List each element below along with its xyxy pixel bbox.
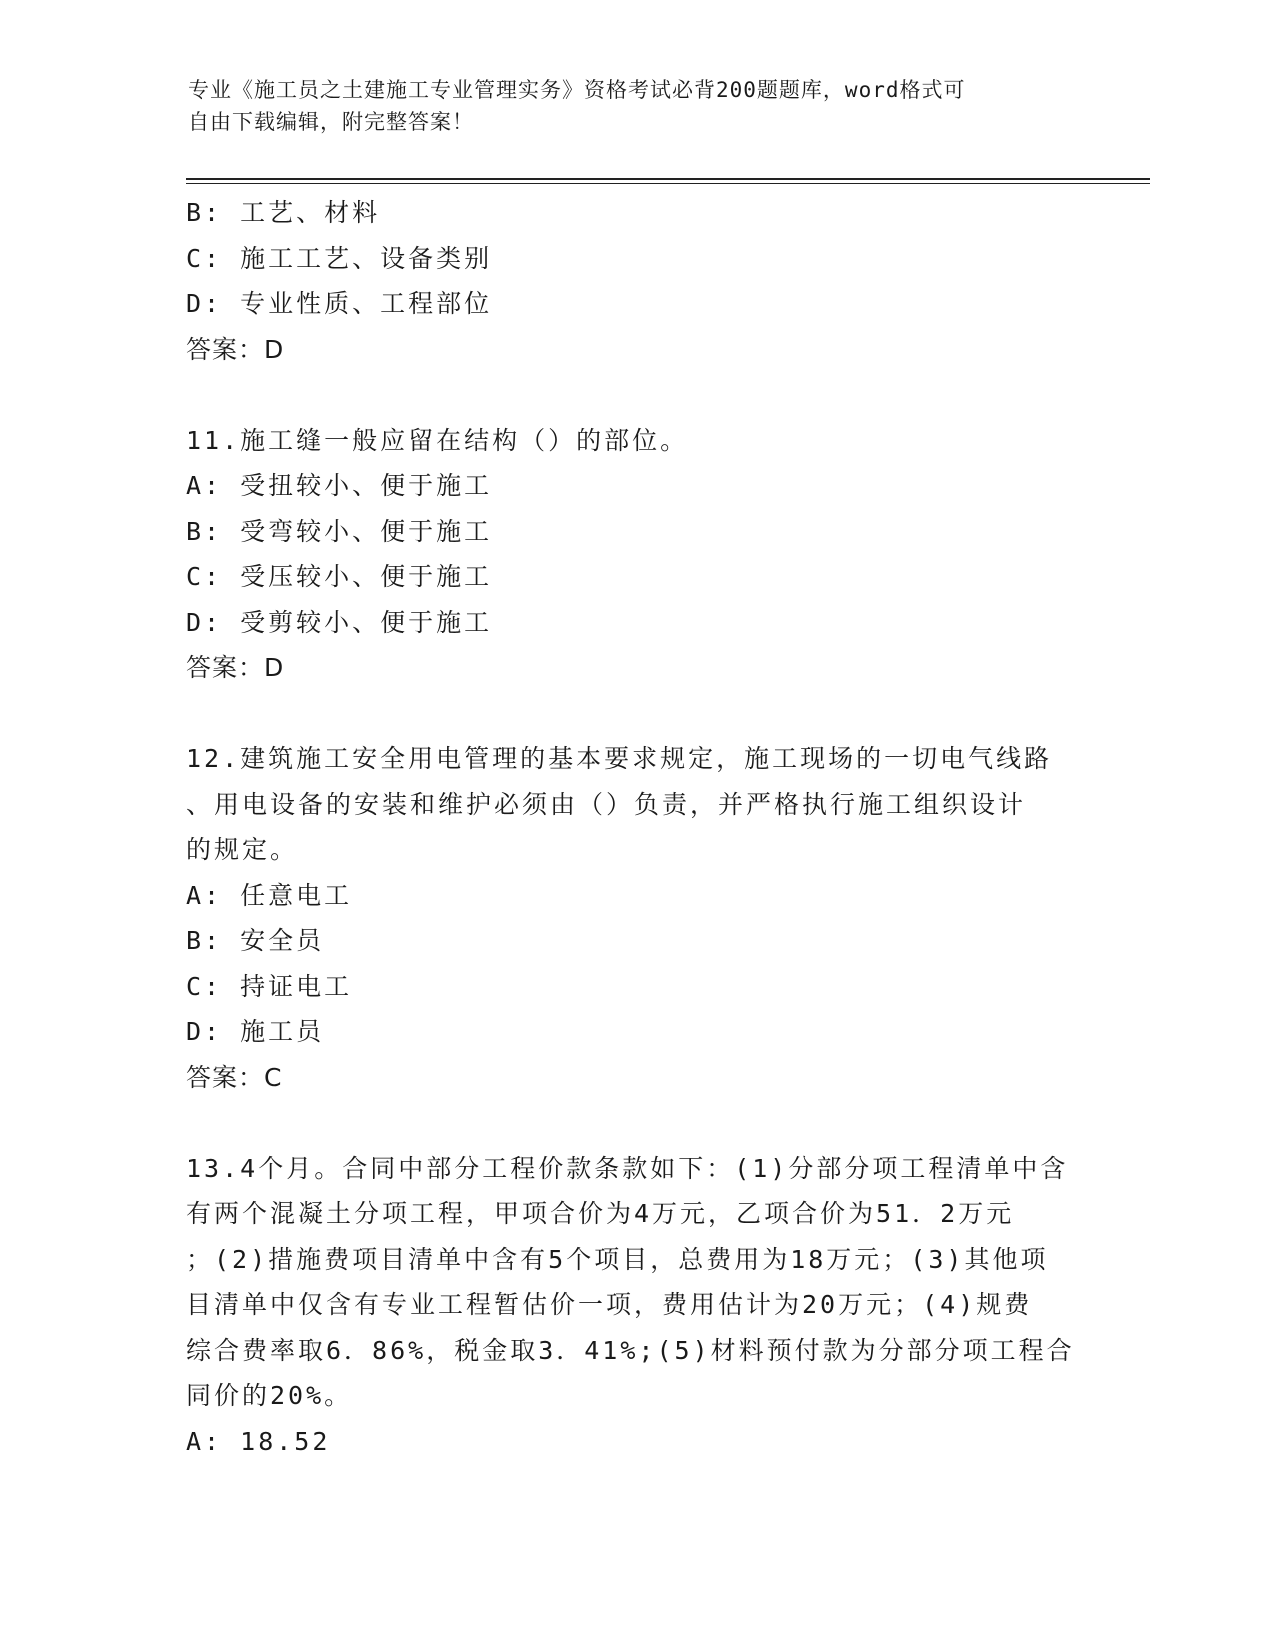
header-rule-thin: [186, 183, 1150, 184]
q13-question-line-4: 目清单中仅含有专业工程暂估价一项，费用估计为20万元；(4)规费: [186, 1290, 1033, 1319]
q13-question-line-5: 综合费率取6．86%，税金取3．41%;(5)材料预付款为分部分项工程合: [186, 1335, 1075, 1365]
q12-question-line-2: 、用电设备的安装和维护必须由（）负责，并严格执行施工组织设计: [186, 789, 1027, 819]
spacer: [186, 372, 1086, 418]
q13-question-line-2: 有两个混凝土分项工程，甲项合价为4万元，乙项合价为51．2万元: [186, 1199, 1015, 1228]
q11-option-d: D: 受剪较小、便于施工: [186, 607, 493, 637]
question-12: [186, 736, 1086, 1100]
spacer: [186, 1100, 1086, 1146]
q11-option-c: C: 受压较小、便于施工: [186, 562, 493, 591]
question-13: [186, 1146, 1086, 1465]
header-rule-thick: [186, 178, 1150, 180]
q10-option-c: C: 施工工艺、设备类别: [186, 243, 493, 273]
q13-option-a: A: 18.52: [186, 1426, 331, 1456]
header-line-2: 自由下载编辑，附完整答案！: [188, 110, 474, 134]
q12-option-b: B: 安全员: [186, 926, 325, 955]
q11-question: 11.施工缝一般应留在结构（）的部位。: [186, 425, 689, 455]
spacer: [186, 691, 1086, 737]
q11-answer: 答案：D: [186, 653, 285, 682]
q12-option-d: D: 施工员: [186, 1017, 325, 1046]
q12-option-a: A: 任意电工: [186, 880, 353, 910]
q10-option-b: B: 工艺、材料: [186, 198, 381, 227]
q12-question-line-1: 12.建筑施工安全用电管理的基本要求规定，施工现场的一切电气线路: [186, 744, 1053, 773]
document-header: [188, 74, 1088, 138]
header-line-1: 专业《施工员之土建施工专业管理实务》资格考试必背200题题库，word格式可: [188, 78, 966, 102]
q13-question-line-6: 同价的20%。: [186, 1381, 353, 1410]
question-list: [186, 190, 1086, 1464]
q12-answer: 答案：C: [186, 1062, 283, 1092]
q11-option-b: B: 受弯较小、便于施工: [186, 516, 493, 546]
q10-option-d: D: 专业性质、工程部位: [186, 289, 493, 318]
q12-option-c: C: 持证电工: [186, 971, 353, 1001]
q13-question-line-1: 13.4个月。合同中部分工程价款条款如下：(1)分部分项工程清单中含: [186, 1153, 1069, 1183]
q11-option-a: A: 受扭较小、便于施工: [186, 471, 493, 500]
question-11: [186, 418, 1086, 691]
q13-question-line-3: ；(2)措施费项目清单中含有5个项目，总费用为18万元；(3)其他项: [186, 1244, 1049, 1274]
q10-answer: 答案：D: [186, 334, 285, 364]
question-10: [186, 190, 1086, 372]
q12-question-line-3: 的规定。: [186, 835, 299, 864]
